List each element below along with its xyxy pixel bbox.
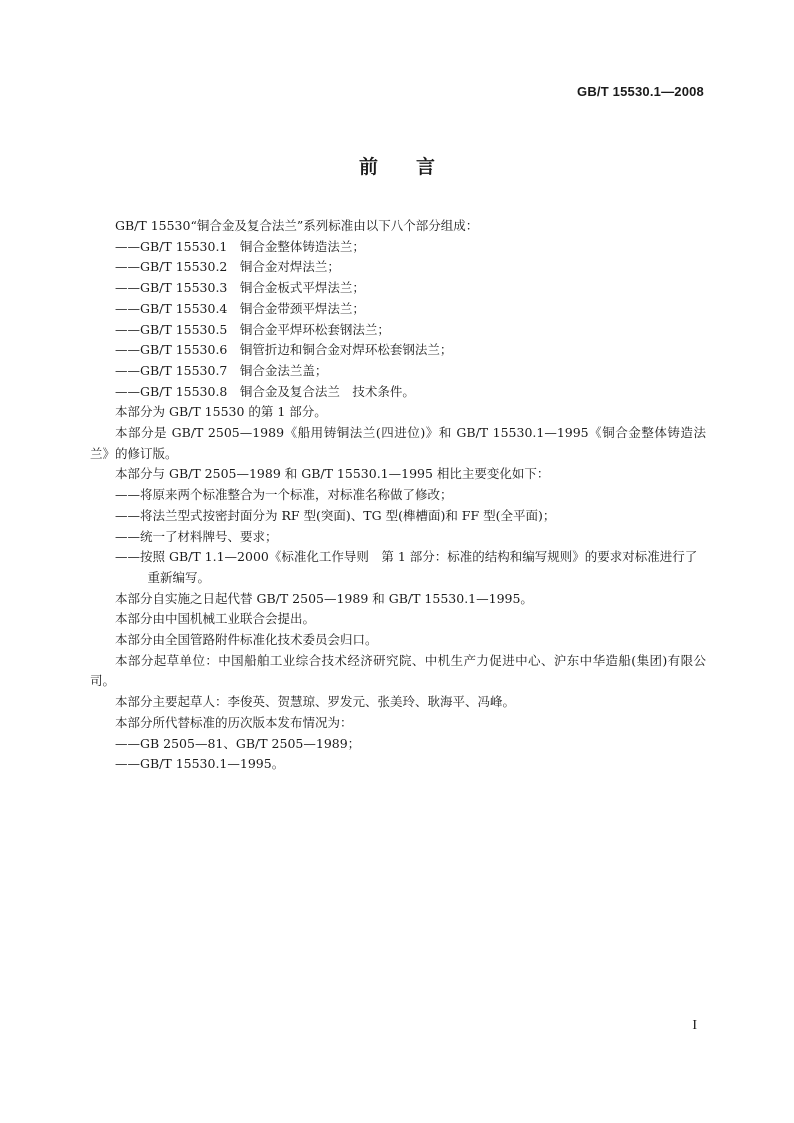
- paragraph: 本部分为 GB/T 15530 的第 1 部分。: [115, 404, 327, 420]
- paragraph: 本部分自实施之日起代替 GB/T 2505—1989 和 GB/T 15530.1—1995。: [115, 590, 533, 606]
- standard-code: GB/T 15530.1—2008: [577, 84, 704, 99]
- paragraph: 本部分与 GB/T 2505—1989 和 GB/T 15530.1—1995 相比主要变化如下：: [115, 466, 550, 482]
- list-item: ——GB/T 15530.1—1995。: [115, 756, 285, 772]
- list-item: ——GB/T 15530.5 铜合金平焊环松套钢法兰；: [115, 321, 390, 337]
- paragraph: 本部分主要起草人：李俊英、贺慧琼、罗发元、张美玲、耿海平、冯峰。: [115, 694, 516, 710]
- list-item: ——按照 GB/T 1.1—2000《标准化工作导则 第 1 部分：标准的结构和编写规则》的要求对标准进行了重新编写。: [115, 549, 698, 585]
- list-item: ——将法兰型式按密封面分为 RF 型(突面)、TG 型(榫槽面)和 FF 型(全平面)；: [115, 507, 556, 523]
- list-item: ——GB/T 15530.1 铜合金整体铸造法兰；: [115, 238, 365, 254]
- list-item: ——GB/T 15530.3 铜合金板式平焊法兰；: [115, 280, 365, 296]
- paragraph: 本部分起草单位：中国船舶工业综合技术经济研究院、中机生产力促进中心、沪东中华造船(集团)有限公司。: [90, 652, 706, 689]
- list-item: ——GB/T 15530.4 铜合金带颈平焊法兰；: [115, 300, 365, 316]
- list-item: ——将原来两个标准整合为一个标准，对标准名称做了修改；: [115, 487, 453, 503]
- list-item: ——GB/T 15530.7 铜合金法兰盖；: [115, 362, 328, 378]
- preface-body: [90, 216, 706, 775]
- paragraph: 本部分由中国机械工业联合会提出。: [115, 611, 316, 627]
- page-number: I: [692, 1018, 697, 1033]
- page-title: 前言: [358, 156, 473, 178]
- paragraph: 本部分是 GB/T 2505—1989《船用铸铜法兰(四进位)》和 GB/T 15530.1—1995《铜合金整体铸造法兰》的修订版。: [90, 425, 706, 461]
- list-item: ——GB 2505—81、GB/T 2505—1989；: [115, 735, 361, 751]
- list-item: ——GB/T 15530.8 铜合金及复合法兰 技术条件。: [115, 383, 415, 399]
- list-item: ——GB/T 15530.2 铜合金对焊法兰；: [115, 259, 340, 275]
- list-item: ——统一了材料牌号、要求；: [115, 528, 278, 544]
- list-item: ——GB/T 15530.6 铜管折边和铜合金对焊环松套钢法兰；: [115, 342, 453, 358]
- paragraph: 本部分由全国管路附件标准化技术委员会归口。: [115, 632, 378, 648]
- paragraph: 本部分所代替标准的历次版本发布情况为：: [115, 714, 353, 730]
- preface-intro: GB/T 15530“铜合金及复合法兰”系列标准由以下八个部分组成：: [115, 218, 479, 233]
